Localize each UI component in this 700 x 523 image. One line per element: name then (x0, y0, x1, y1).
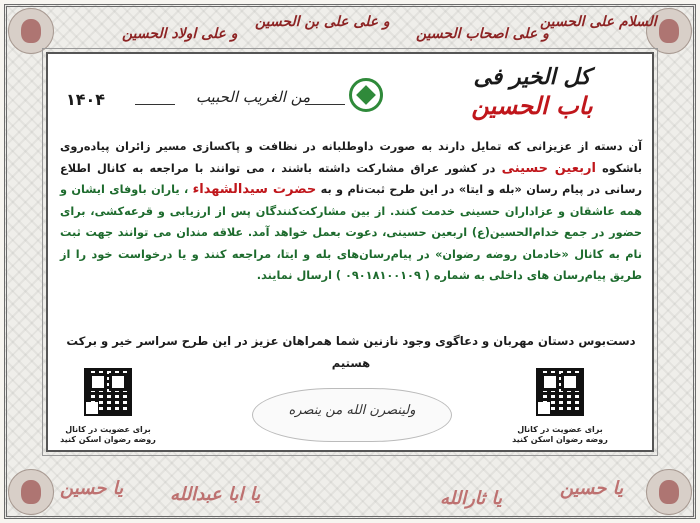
qr-code-right[interactable] (536, 368, 584, 416)
calligraphy-seal (252, 388, 452, 442)
bottom-calligraphy-right: یا حسین (560, 478, 624, 499)
header-calligraphy (414, 62, 650, 128)
hand-emblem-icon (646, 469, 692, 515)
highlight-arbaeen: اربعین حسینی (501, 160, 596, 176)
qr-code-left[interactable] (84, 368, 132, 416)
header-year: ۱۴۰۴ (66, 90, 106, 109)
qr-caption-left (48, 425, 168, 445)
closing-line2: هستیم (331, 356, 371, 370)
body-text-part1: آن دسته از عزیزانی که تمایل دارند به صورت داوطلبانه در نظافت و پاکسازی مسیر زائران پیاده‌روی باشکوه (60, 140, 642, 175)
top-calligraphy-right: السلام علی الحسین (540, 14, 657, 30)
top-calligraphy-left: و علی اولاد الحسین (122, 26, 238, 42)
header-title-line2: باب الحسین (471, 91, 593, 120)
top-calligraphy-center-left: و علی علی بن الحسین (255, 14, 390, 30)
qr-caption-left-line2: روضه رضوان اسکن کنید (60, 435, 156, 444)
announcement-body (60, 136, 642, 287)
bottom-calligraphy-center-left: یا ابا عبدالله (170, 484, 261, 505)
qr-caption-right (500, 425, 620, 445)
bottom-calligraphy-center-right: یا ثارالله (440, 488, 503, 509)
hand-emblem-icon (8, 469, 54, 515)
divider (135, 104, 175, 105)
qr-caption-left-line1: برای عضویت در کانال (65, 425, 151, 434)
qr-caption-right-line1: برای عضویت در کانال (517, 425, 603, 434)
body-text-part2: در کشور عراق مشارکت داشته باشند ، می توانند با مراجعه به کانال اطلاع رسانی در پیام رسان «بله و ایتا» در این طرح ثبت‌نام و به (60, 161, 642, 196)
municipality-emblem-icon (349, 78, 383, 112)
header-motto: من الغریب الحبیب (195, 88, 311, 106)
qr-caption-right-line2: روضه رضوان اسکن کنید (512, 435, 608, 444)
body-text-part3: ، یاران باوفای ایشان و همه عاشقان و عزاداران حسینی خدمت کنند. از بین مشارکت‌کنندگان پس از ارزیابی و قرعه‌کشی، برای حضور در جمع خدام‌الحسین(ع) اربعین حسینی، دعوت بعمل خواهد آمد. علاقه مندان می توانند جهت ثبت نام به کانال «خادمان روضه رضوان» در پیام‌رسان‌های بله و ایتا، مراجعه کنند و یا درخواست خود را از طریق پیام‌رسان های داخلی به شماره ( ۰۹۰۱۸۱۰۰۱۰۹ ) ارسال نمایند. (60, 183, 642, 282)
header-title-line1: کل الخیر فی (473, 64, 591, 90)
top-calligraphy-center-right: و علی اصحاب الحسین (416, 26, 549, 42)
bottom-calligraphy-left: یا حسین (60, 478, 124, 499)
closing-line1: دست‌بوس دستان مهربان و دعاگوی وجود نازنین شما همراهان عزیز در این طرح سراسر خیر و برکت (66, 334, 636, 348)
seal-text: ولینصرن الله من ینصره (288, 403, 416, 418)
hand-emblem-icon (8, 8, 54, 54)
highlight-seyed-al-shohada: حضرت سیدالشهداء (192, 182, 317, 197)
